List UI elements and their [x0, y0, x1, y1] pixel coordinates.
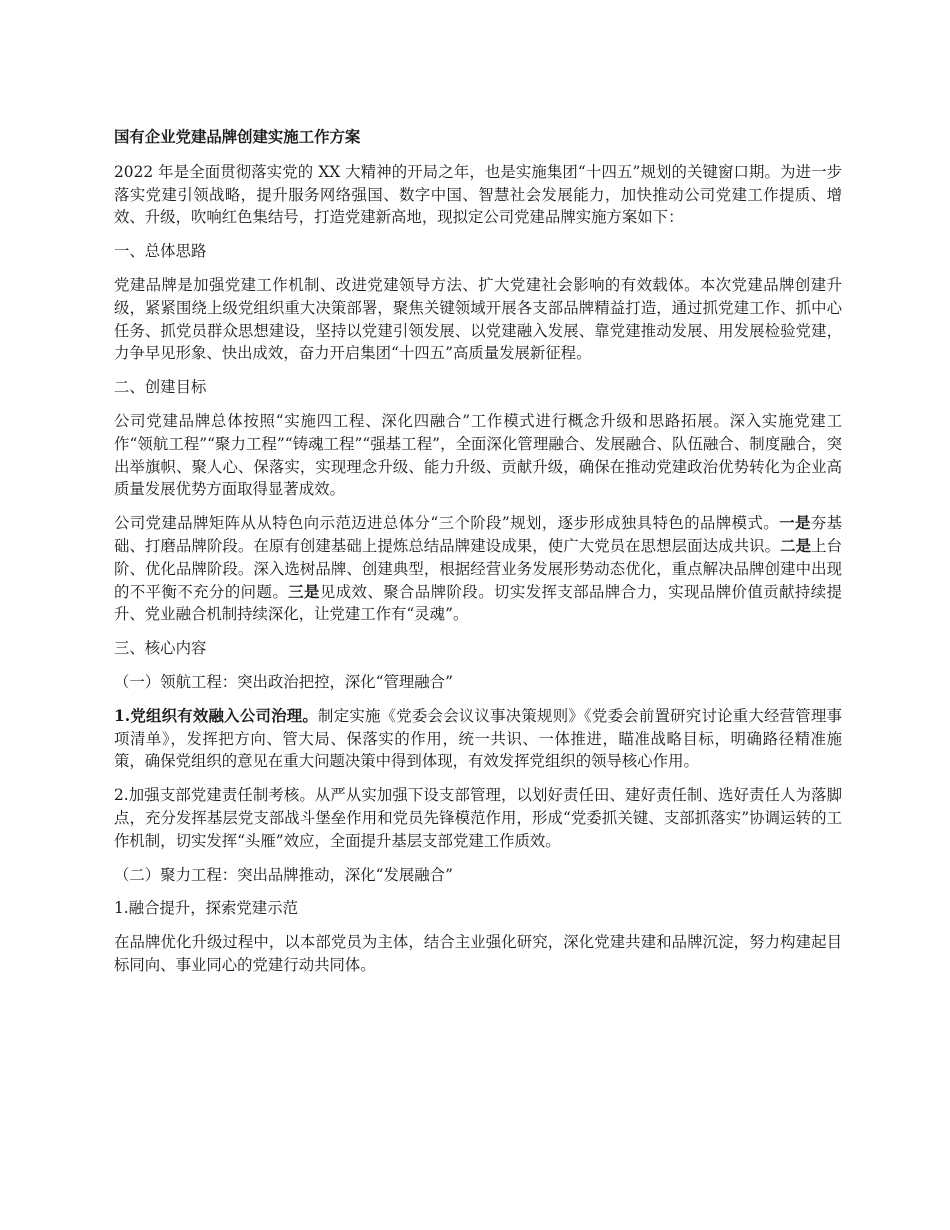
stage-3-label: 三是 [288, 582, 320, 601]
subsection-2-item-1-heading: 1.融合提升，探索党建示范 [114, 899, 298, 918]
section-2-heading: 二、创建目标 [114, 378, 207, 397]
subsection-1-heading: （一）领航工程：突出政治把控，深化“管理融合” [114, 672, 453, 691]
subsection-2-heading: （二）聚力工程：突出品牌推动，深化“发展融合” [114, 865, 453, 884]
item-1-text: 制定实施《党委会会议议事决策规则》《党委会前置研究讨论重大经营管理事项清单》，发挥把方向、管大局、保落实的作用，统一共识、一体推进，瞄准战略目标，明确路径精准施策，确保党组织的意见在重大问题决策中得到体现，有效发挥党组织的领导核心作用。 [114, 706, 842, 771]
subsection-2-item-1-body: 在品牌优化升级过程中，以本部党员为主体，结合主业强化研究，深化党建共建和品牌沉淀，努力构建起目标同向、事业同心的党建行动共同体。 [114, 933, 842, 974]
section-3-heading: 三、核心内容 [114, 639, 207, 658]
document-title: 国有企业党建品牌创建实施工作方案 [114, 128, 361, 146]
stage-3-text: 见成效、聚合品牌阶段。切实发挥支部品牌合力，实现品牌价值贡献持续提升、党业融合机制持续深化，让党建工作有“灵魂”。 [114, 582, 842, 624]
stage-1-label: 一是 [779, 514, 811, 533]
section-1-heading: 一、总体思路 [114, 242, 207, 261]
item-2-paragraph: 2.加强支部党建责任制考核。从严从实加强下设支部管理，以划好责任田、建好责任制、选好责任人为落脚点，充分发挥基层党支部战斗堡垒作用和党员先锋模范作用，形成“党委抓关键、支部抓落实”协调运转的工作机制，切实发挥“头雁”效应，全面提升基层支部党建工作质效。 [114, 786, 842, 850]
section-2-body-2 [114, 512, 842, 626]
stages-intro: 公司党建品牌矩阵从从特色向示范迈进总体分“三个阶段”规划，逐步形成独具特色的品牌模式。 [114, 514, 780, 533]
item-1-paragraph [114, 705, 842, 773]
item-1-label: 1.党组织有效融入公司治理。 [114, 706, 319, 725]
intro-paragraph: 2022 年是全面贯彻落实党的 XX 大精神的开局之年，也是实施集团“十四五”规划的关键窗口期。为进一步落实党建引领战略，提升服务网络强国、数字中国、智慧社会发展能力，加快推动公司党建工作提质、增效、升级，吹响红色集结号，打造党建新高地，现拟定公司党建品牌实施方案如下： [114, 162, 842, 227]
section-1-body: 党建品牌是加强党建工作机制、改进党建领导方法、扩大党建社会影响的有效载体。本次党建品牌创建升级，紧紧围绕上级党组织重大决策部署，聚焦关键领域开展各支部品牌精益打造，通过抓党建工作、抓中心任务、抓党员群众思想建设，坚持以党建引领发展、以党建融入发展、靠党建推动发展、用发展检验党建，力争早见形象、快出成效，奋力开启集团“十四五”高质量发展新征程。 [114, 275, 842, 363]
section-2-body-1: 公司党建品牌总体按照“实施四工程、深化四融合”工作模式进行概念升级和思路拓展。深入实施党建工作“领航工程”“聚力工程”“铸魂工程”“强基工程”，全面深化管理融合、发展融合、队伍融合、制度融合，突出举旗帜、聚人心、保落实，实现理念升级、能力升级、贡献升级，确保在推动党建政治优势转化为企业高质量发展优势方面取得显著成效。 [114, 411, 842, 499]
stage-2-label: 二是 [780, 536, 812, 555]
stage-1-text: 夯基础、打磨品牌阶段。在原有创建基础上提炼总结品牌建设成果，使广大党员在思想层面达成共识。 [114, 514, 842, 555]
document-page [114, 126, 842, 988]
stage-2-text: 上台阶、优化品牌阶段。深入选树品牌、创建典型，根据经营业务发展形势动态优化，重点解决品牌创建中出现的不平衡不充分的问题。 [114, 536, 842, 601]
